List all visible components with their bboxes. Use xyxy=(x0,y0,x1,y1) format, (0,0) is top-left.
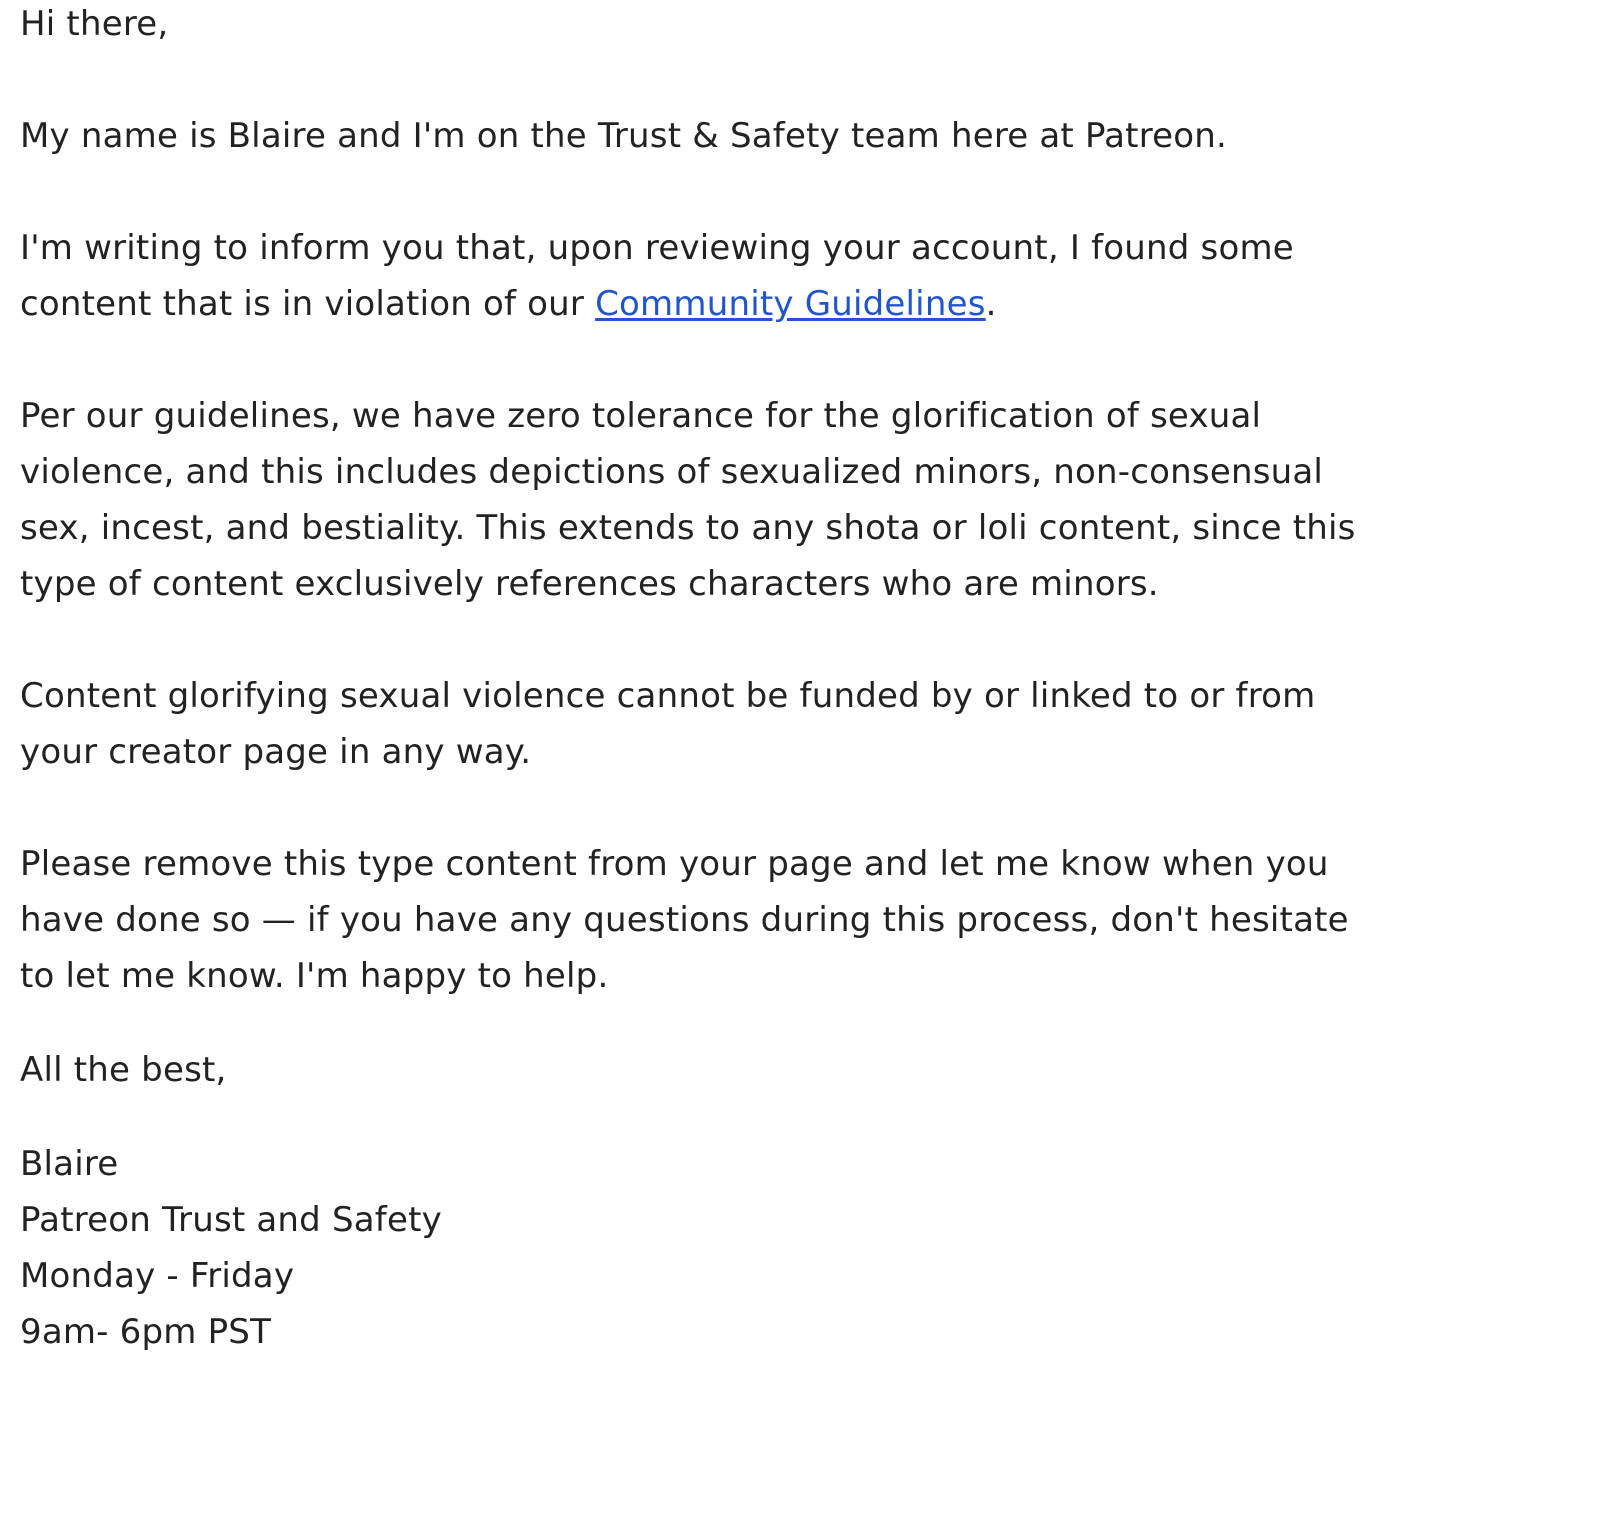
greeting: Hi there, xyxy=(20,4,169,44)
violation-paragraph xyxy=(20,220,1400,332)
closing: All the best, xyxy=(20,1050,227,1090)
signature-hours: 9am- 6pm PST xyxy=(20,1312,272,1352)
signature-days: Monday - Friday xyxy=(20,1256,295,1296)
intro-paragraph: My name is Blaire and I'm on the Trust & Safety team here at Patreon. xyxy=(20,116,1228,156)
signature-name: Blaire xyxy=(20,1144,119,1184)
funding-paragraph: Content glorifying sexual violence cannot be funded by or linked to or from your creator page in any way. xyxy=(20,676,1316,772)
email-body xyxy=(20,0,1400,1360)
violation-text: I'm writing to inform you that, upon reviewing your account, I found some content that is in violation of our xyxy=(20,228,1294,324)
signature-block xyxy=(20,1136,1400,1360)
request-paragraph: Please remove this type content from your page and let me know when you have done so — if you have any questions during this process, don't hesitate to let me know. I'm happy to help. xyxy=(20,844,1349,996)
violation-suffix: . xyxy=(985,284,997,324)
policy-paragraph: Per our guidelines, we have zero tolerance for the glorification of sexual violence, and this includes depictions of sexualized minors, non-consensual sex, incest, and bestiality. This extends to any shota or loli content, since this type of content exclusively references characters who are minors. xyxy=(20,396,1356,604)
community-guidelines-link[interactable]: Community Guidelines xyxy=(595,284,986,324)
signature-team: Patreon Trust and Safety xyxy=(20,1200,442,1240)
